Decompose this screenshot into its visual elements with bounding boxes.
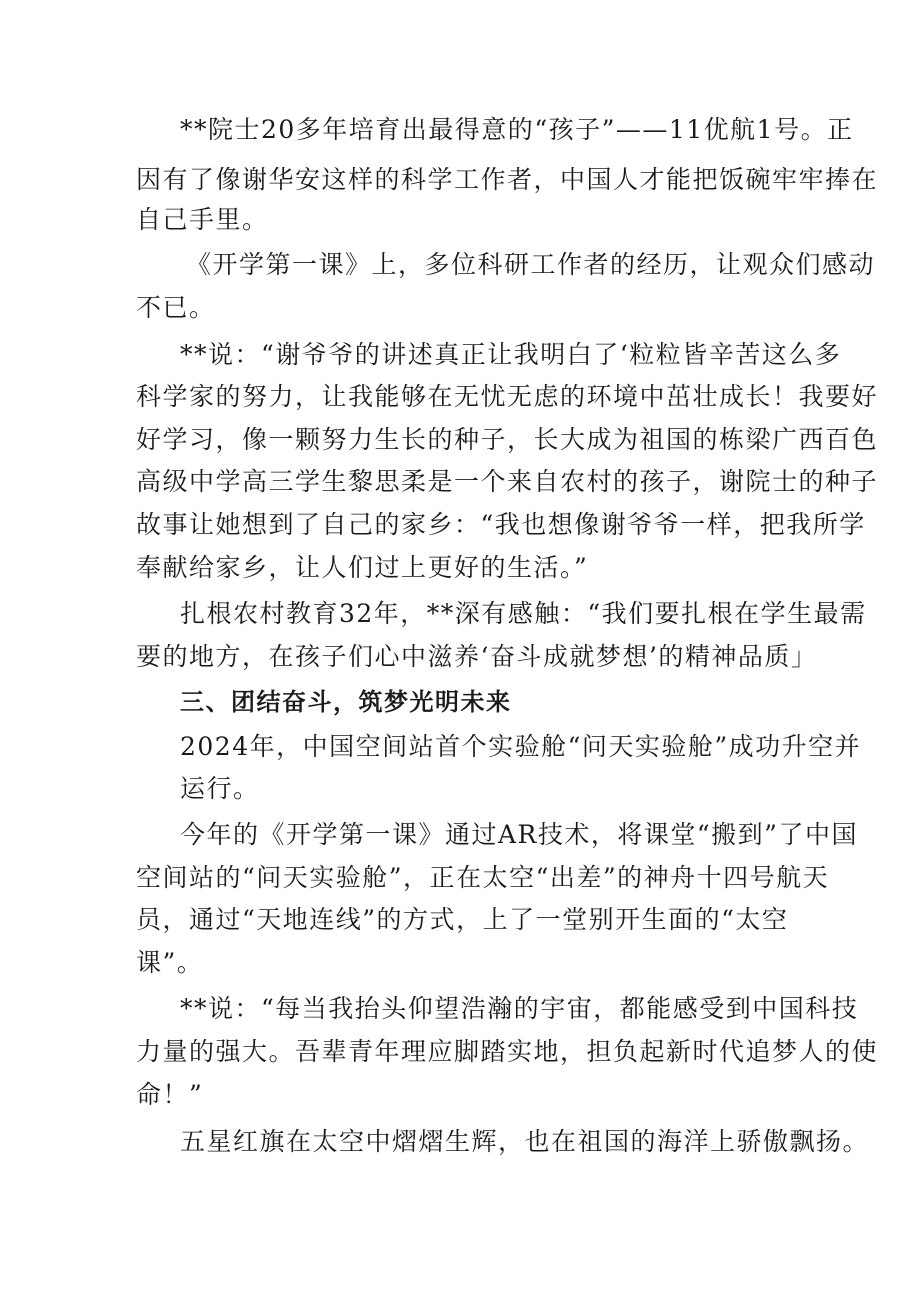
paragraph-line: 空间站的“问天实验舱”，正在太空“出差”的神舟十四号航天 xyxy=(136,863,830,892)
paragraph-line: **院士20多年培育出最得意的“孩子”——11优航1号。正 xyxy=(180,115,854,144)
paragraph-line: 不已。 xyxy=(136,293,216,322)
paragraph-line: 要的地方，在孩子们心中滋养‘奋斗成就梦想’的精神品质」 xyxy=(136,642,818,671)
paragraph-line: 员，通过“天地连线”的方式，上了一堂别开生面的“太空 xyxy=(136,905,789,934)
paragraph-line: 高级中学高三学生黎思柔是一个来自农村的孩子，谢院士的种子 xyxy=(136,467,879,496)
section-heading: 三、团结奋斗，筑梦光明未来 xyxy=(180,688,512,716)
paragraph-line: 运行。 xyxy=(180,774,260,803)
paragraph-line: 奉献给家乡，让人们过上更好的生活。” xyxy=(136,553,589,582)
paragraph-line: 好学习，像一颗努力生长的种子，长大成为祖国的栋梁广西百色 xyxy=(136,425,879,454)
paragraph-line: 2024年，中国空间站首个实验舱“问天实验舱”成功升空并 xyxy=(180,732,862,761)
paragraph-line: 自己手里。 xyxy=(136,205,269,234)
paragraph-line: 命！” xyxy=(136,1080,204,1109)
paragraph-line: 《开学第一课》上，多位科研工作者的经历，让观众们感动 xyxy=(186,250,876,279)
paragraph-line: 今年的《开学第一课》通过AR技术，将课堂“搬到”了中国 xyxy=(180,820,858,849)
paragraph-line: **说：“每当我抬头仰望浩瀚的宇宙，都能感受到中国科技 xyxy=(180,994,859,1023)
paragraph-line: 五星红旗在太空中熠熠生辉，也在祖国的海洋上骄傲飘扬。 xyxy=(180,1127,870,1156)
paragraph-line: 因有了像谢华安这样的科学工作者，中国人才能把饭碗牢牢捧在 xyxy=(136,165,879,194)
paragraph-line: 故事让她想到了自己的家乡：“我也想像谢爷爷一样，把我所学 xyxy=(136,510,866,539)
paragraph-line: 科学家的努力，让我能够在无忧无虑的环境中茁壮成长！我要好 xyxy=(136,382,879,411)
paragraph-line: 扎根农村教育32年，**深有感触：“我们要扎根在学生最需 xyxy=(180,599,867,628)
paragraph-line: 课”。 xyxy=(136,948,204,977)
paragraph-line: **说：“谢爷爷的讲述真正让我明白了‘粒粒皆辛苦这么多 xyxy=(180,340,842,369)
paragraph-line: 力量的强大。吾辈青年理应脚踏实地，担负起新时代追梦人的使 xyxy=(136,1037,879,1066)
